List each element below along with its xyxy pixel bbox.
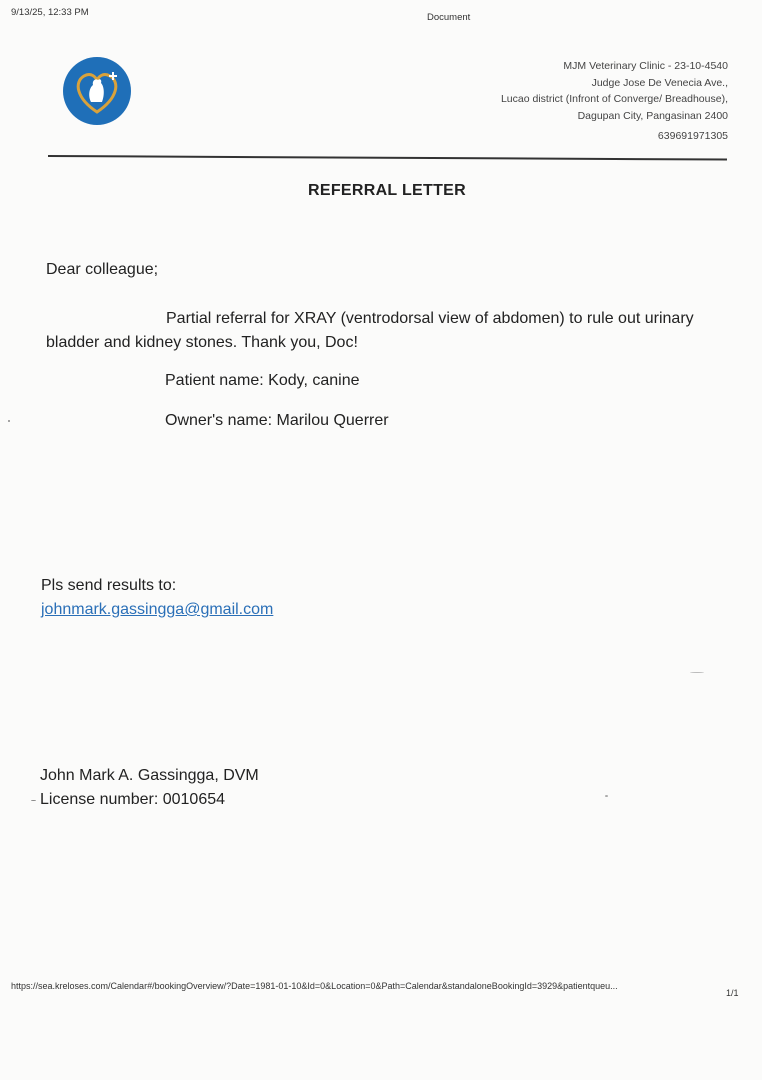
clinic-city: Dagupan City, Pangasinan 2400 — [577, 109, 728, 122]
patient-name: Patient name: Kody, canine — [165, 372, 360, 389]
results-email-link[interactable]: johnmark.gassingga@gmail.com — [41, 601, 274, 618]
footer-url: https://sea.kreloses.com/Calendar#/bookingOverview/?Date=1981-01-10&Id=0&Location=0&Path=Calendar&standaloneBookingId=3929&patientqueu... — [11, 981, 618, 991]
letter-title: REFERRAL LETTER — [308, 182, 466, 199]
owner-name: Owner's name: Marilou Querrer — [165, 412, 389, 429]
scan-speck — [605, 795, 608, 797]
license-number: License number: 0010654 — [40, 791, 226, 808]
footer-page-number: 1/1 — [726, 988, 739, 998]
results-label: Pls send results to: — [41, 577, 177, 594]
clinic-phone: 639691971305 — [657, 130, 728, 142]
clinic-name: MJM Veterinary Clinic - 23-10-4540 — [563, 60, 728, 72]
scan-speck — [690, 672, 704, 673]
print-datetime: 9/13/25, 12:33 PM — [11, 7, 89, 18]
clinic-address-block — [501, 58, 728, 145]
scan-speck — [31, 800, 36, 801]
clinic-street: Judge Jose De Venecia Ave., — [591, 76, 728, 89]
salutation: Dear colleague; — [46, 261, 159, 278]
scan-speck — [8, 420, 10, 422]
clinic-logo — [62, 56, 132, 126]
clinic-district: Lucao district (Infront of Converge/ Breadhouse), — [500, 93, 728, 105]
print-document-title: Document — [427, 12, 471, 23]
referral-body: Partial referral for XRAY (ventrodorsal view of abdomen) to rule out urinary bladder and kidney stones. Thank you, Doc! — [46, 310, 694, 351]
signature-name: John Mark A. Gassingga, DVM — [40, 767, 259, 784]
header-divider — [48, 155, 727, 161]
